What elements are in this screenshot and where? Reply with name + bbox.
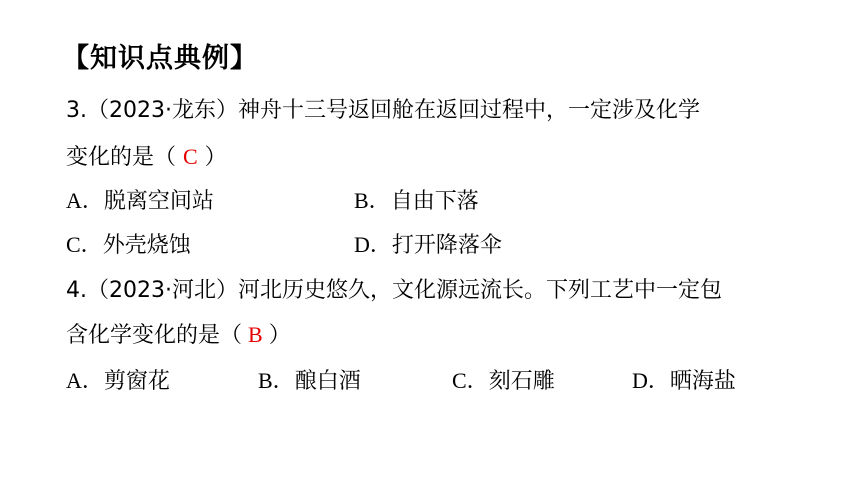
q3-stem-close: ）	[197, 145, 227, 170]
q4-option-a-text: 剪窗花	[103, 369, 170, 394]
q4-option-a-letter: A．	[66, 368, 104, 393]
q4-stem-text: 含化学变化的是（	[66, 323, 243, 348]
q3-option-c-letter: C．	[66, 232, 103, 257]
q4-stem-line2	[66, 320, 291, 351]
q4-stem-line1: 4.（2023·河北）河北历史悠久，文化源远流长。下列工艺中一定包	[66, 278, 722, 303]
q4-option-d-letter: D．	[632, 368, 670, 393]
q4-stem-close: ）	[268, 323, 291, 348]
q3-option-d-text: 打开降落伞	[391, 233, 502, 258]
q3-answer: C	[183, 144, 198, 169]
q4-answer: B	[248, 322, 263, 347]
q4-option-d	[632, 366, 736, 397]
q3-option-a	[66, 186, 214, 217]
q4-option-c	[452, 366, 555, 397]
q3-option-d	[354, 230, 502, 261]
q3-option-d-letter: D．	[354, 232, 392, 257]
q4-option-b-text: 酿白酒	[294, 369, 361, 394]
q4-option-b	[258, 366, 361, 397]
q3-option-a-letter: A．	[66, 188, 104, 213]
q3-stem-line1: 3.（2023·龙东）神舟十三号返回舱在返回过程中，一定涉及化学	[66, 98, 700, 123]
q3-stem-text: 变化的是（	[66, 145, 183, 170]
q4-option-a	[66, 366, 170, 397]
q4-option-d-text: 晒海盐	[669, 369, 736, 394]
q3-option-b	[354, 186, 479, 217]
q3-option-a-text: 脱离空间站	[103, 189, 214, 214]
q3-option-b-text: 自由下落	[390, 189, 479, 214]
q3-option-c-text: 外壳烧蚀	[102, 233, 191, 258]
section-title: 【知识点典例】	[62, 43, 258, 74]
q3-option-b-letter: B．	[354, 188, 391, 213]
q4-option-c-letter: C．	[452, 368, 489, 393]
q3-stem-line2	[66, 142, 227, 173]
q4-option-b-letter: B．	[258, 368, 295, 393]
q4-option-c-text: 刻石雕	[488, 369, 555, 394]
q3-option-c	[66, 230, 191, 261]
